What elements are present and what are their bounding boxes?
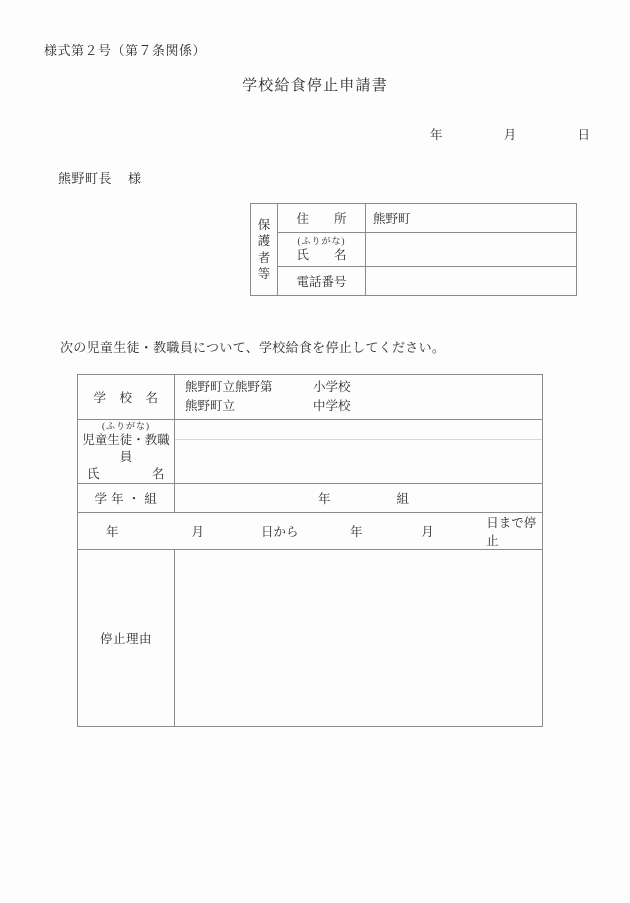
table-row	[251, 267, 577, 296]
student-name-label-line2: 児童生徒・教職員	[82, 433, 170, 465]
guardian-name-value[interactable]	[366, 233, 577, 267]
guardian-table	[250, 203, 577, 296]
grade-class-unit: 組	[396, 491, 410, 506]
grade-class-value[interactable]	[175, 483, 543, 512]
period-start-year-label: 年	[106, 524, 119, 539]
school-elementary-prefix: 熊野町立熊野第	[185, 379, 273, 394]
suspension-period-line	[78, 513, 542, 549]
school-option-junior-high[interactable]	[185, 397, 542, 416]
date-year-label: 年	[430, 128, 443, 142]
vertical-char-1: 保	[257, 217, 271, 232]
date-day-label: 日	[577, 128, 590, 142]
furigana-divider-rule	[175, 439, 542, 440]
guardian-name-furigana-label: (ふりがな)	[297, 235, 346, 246]
guardian-name-label	[278, 233, 366, 267]
reason-label: 停止理由	[78, 549, 175, 726]
lead-instruction-text: 次の児童生徒・教職員について、学校給食を停止してください。	[60, 340, 446, 355]
vertical-char-3: 者	[257, 250, 271, 265]
table-row	[78, 375, 543, 420]
guardian-name-label-text: 氏 名	[296, 248, 347, 262]
reason-value[interactable]	[175, 549, 543, 726]
school-junior-prefix: 熊野町立	[185, 399, 236, 413]
student-name-label-line3: 氏 名	[86, 466, 165, 481]
guardian-address-value[interactable]: 熊野町	[366, 204, 577, 233]
table-row	[78, 549, 543, 726]
page-title: 学校給食停止申請書	[242, 78, 388, 94]
school-name-value[interactable]	[175, 375, 543, 420]
date-month-label: 月	[503, 128, 517, 142]
suspension-period-cell[interactable]	[78, 512, 543, 549]
form-number: 様式第２号（第７条関係）	[44, 43, 207, 58]
guardian-address-label: 住 所	[278, 204, 366, 233]
school-name-label: 学 校 名	[78, 375, 175, 420]
period-start-month-label: 月	[191, 524, 205, 539]
student-name-value[interactable]	[175, 420, 543, 484]
application-details-table	[77, 374, 543, 727]
grade-year-unit: 年	[317, 491, 331, 506]
period-start-day-label: 日から	[260, 524, 299, 539]
table-row	[78, 483, 543, 512]
table-row	[251, 233, 577, 267]
date-line	[430, 125, 590, 143]
table-row	[78, 512, 543, 549]
period-end-year-label: 年	[350, 524, 363, 539]
guardian-phone-value[interactable]	[366, 267, 577, 296]
student-name-furigana-label: (ふりがな)	[102, 421, 150, 431]
table-row	[251, 204, 577, 233]
period-end-month-label: 月	[421, 524, 434, 539]
school-junior-suffix: 中学校	[313, 399, 351, 413]
grade-class-label: 学 年 ・ 組	[78, 483, 175, 512]
addressee	[58, 168, 142, 187]
table-row	[78, 420, 543, 484]
addressee-honorific: 様	[128, 171, 142, 186]
school-option-elementary[interactable]	[185, 378, 542, 397]
guardian-phone-label: 電話番号	[278, 267, 366, 296]
guardian-vertical-header	[251, 204, 278, 296]
period-end-day-label: 日まで停止	[486, 515, 537, 548]
vertical-char-4: 等	[257, 267, 271, 281]
school-elementary-suffix: 小学校	[313, 379, 351, 394]
vertical-char-2: 護	[257, 234, 271, 248]
addressee-name: 熊野町長	[58, 171, 113, 186]
student-name-label	[78, 420, 175, 484]
